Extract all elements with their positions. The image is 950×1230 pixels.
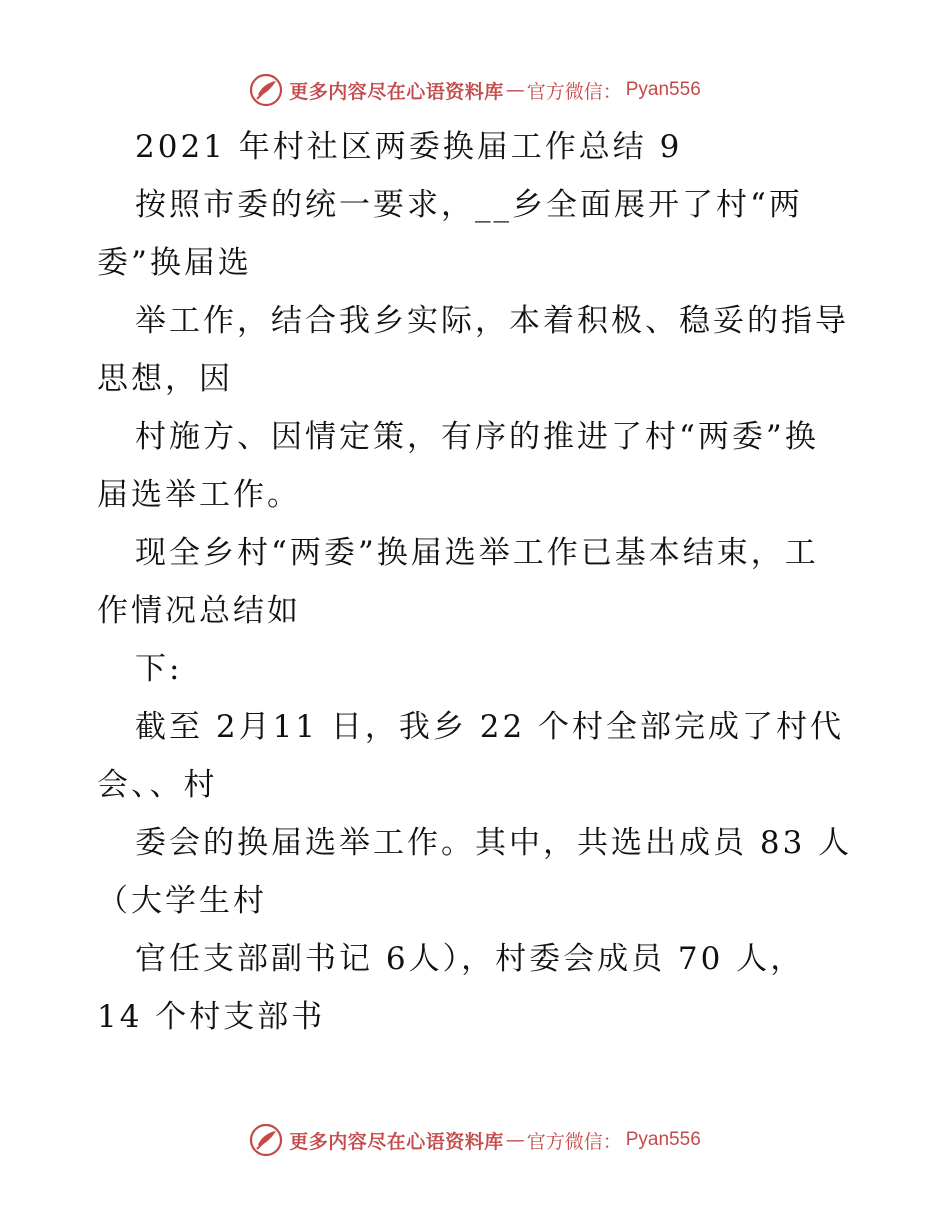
paragraph-line: 现全乡村“两委”换届选举工作已基本结束，工 bbox=[135, 535, 819, 571]
paragraph-line: 官任支部副书记 6人），村委会成员 70 人， bbox=[135, 941, 805, 977]
paragraph-line: 会、、村 bbox=[97, 767, 218, 803]
document-title: 2021 年村社区两委换届工作总结 9 bbox=[135, 129, 683, 165]
footer-watermark bbox=[0, 1120, 950, 1160]
watermark-wechat-id: Pyan556 bbox=[625, 1129, 701, 1150]
header-watermark bbox=[0, 70, 950, 110]
watermark-wechat-label: 官方微信： bbox=[526, 1130, 622, 1153]
document-body bbox=[97, 118, 867, 1046]
quill-heart-logo-icon bbox=[249, 73, 283, 107]
paragraph-line: 思想，因 bbox=[97, 361, 233, 397]
watermark-wechat-label: 官方微信： bbox=[526, 80, 622, 103]
paragraph-line: 委会的换届选举工作。其中，共选出成员 83 人 bbox=[135, 825, 853, 861]
paragraph-line: 村施方、因情定策，有序的推进了村“两委”换 bbox=[135, 419, 819, 455]
paragraph-line: 14 个村支部书 bbox=[97, 999, 326, 1035]
paragraph-line: 作情况总结如 bbox=[97, 593, 301, 629]
paragraph-line: 委”换届选 bbox=[97, 245, 252, 281]
watermark-site-text: 更多内容尽在心语资料库 bbox=[289, 80, 504, 103]
paragraph-line: 截至 2月11 日，我乡 22 个村全部完成了村代 bbox=[135, 709, 845, 745]
paragraph-line: 届选举工作。 bbox=[97, 477, 301, 513]
paragraph-line: （大学生村 bbox=[97, 883, 267, 919]
paragraph-line: 下: bbox=[135, 651, 183, 687]
paragraph-line: 按照市委的统一要求，__乡全面展开了村“两 bbox=[135, 187, 803, 223]
watermark-site-text: 更多内容尽在心语资料库 bbox=[289, 1130, 504, 1153]
quill-heart-logo-icon bbox=[249, 1123, 283, 1157]
watermark-wechat-id: Pyan556 bbox=[625, 79, 701, 100]
paragraph-line: 举工作，结合我乡实际，本着积极、稳妥的指导 bbox=[135, 303, 849, 339]
watermark-dash: — bbox=[505, 1129, 525, 1151]
watermark-dash: — bbox=[505, 79, 525, 101]
